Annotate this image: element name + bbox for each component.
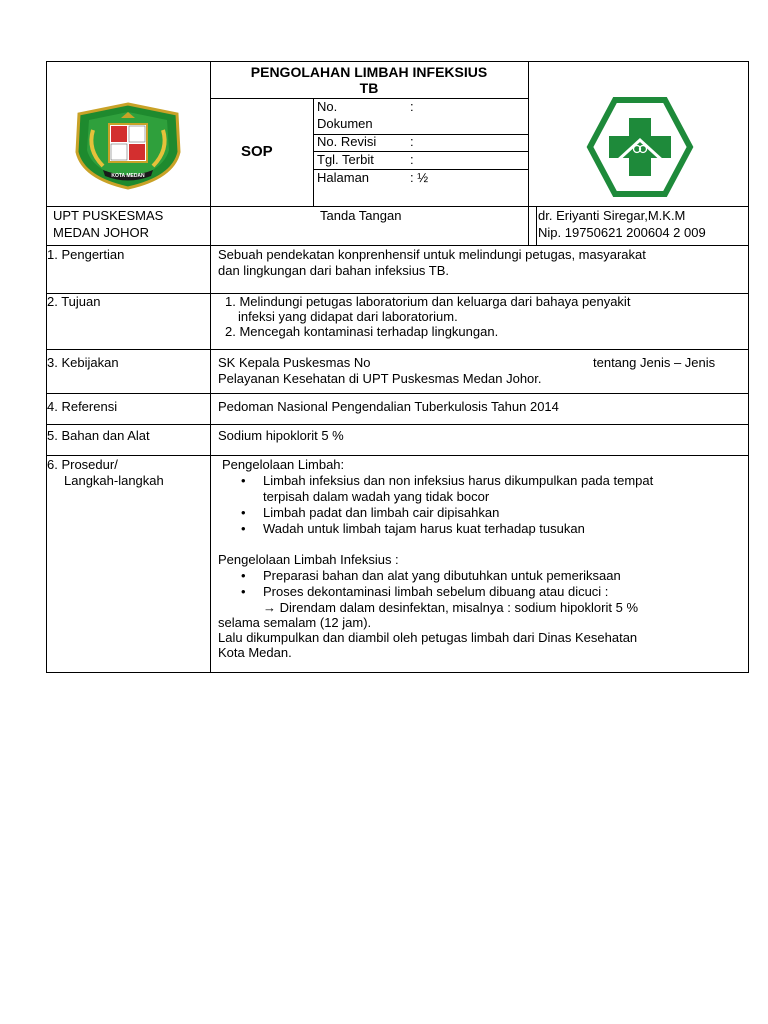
list-item: • Wadah untuk limbah tajam harus kuat terhadap tusukan (263, 521, 585, 537)
meta-label: No. (317, 99, 338, 114)
signer-name: dr. Eriyanti Siregar,M.K.M (538, 208, 686, 223)
org-name: MEDAN JOHOR (53, 225, 150, 240)
sop-label: SOP (241, 143, 273, 160)
procedure-heading: Pengelolaan Limbah: (222, 457, 345, 472)
list-item-continued: terpisah dalam wadah yang tidak bocor (263, 489, 490, 504)
list-item: • Preparasi bahan dan alat yang dibutuhkan untuk pemeriksaan (263, 568, 621, 584)
section-text: infeksi yang didapat dari laboratorium. (238, 309, 458, 324)
divider (313, 98, 314, 206)
meta-label: Dokumen (317, 116, 373, 131)
section-label: 2. Tujuan (47, 294, 101, 309)
sop-title (210, 64, 528, 96)
section-text: 1. Melindungi petugas laboratorium dan keluarga dari bahaya penyakit (225, 294, 631, 309)
list-item-continued: → Direndam dalam desinfektan, misalnya : sodium hipoklorit 5 % (263, 600, 639, 615)
meta-label: Halaman (317, 170, 370, 185)
list-item: • Limbah padat dan limbah cair dipisahkan (263, 505, 499, 521)
divider (47, 393, 749, 394)
section-text: Lalu dikumpulkan dan diambil oleh petugas limbah dari Dinas Kesehatan (218, 630, 638, 645)
kota-medan-emblem-icon (69, 100, 187, 190)
meta-label: Tgl. Terbit (317, 152, 374, 167)
section-text: tentang Jenis – Jenis (593, 355, 716, 370)
list-item: • Proses dekontaminasi limbah sebelum dibuang atau dicuci : (263, 584, 608, 600)
divider (536, 206, 537, 245)
meta-value: : (410, 134, 414, 149)
section-text: selama semalam (12 jam). (218, 615, 372, 630)
section-text: dan lingkungan dari bahan infeksius TB. (218, 263, 450, 278)
section-label: Langkah-langkah (64, 473, 164, 488)
divider (47, 349, 749, 350)
list-item: • Limbah infeksius dan non infeksius harus dikumpulkan pada tempat (263, 473, 653, 489)
divider (47, 424, 749, 425)
divider (47, 455, 749, 456)
signature-label: Tanda Tangan (320, 208, 402, 223)
section-text: SK Kepala Puskesmas No (218, 355, 371, 370)
sop-document (46, 61, 749, 673)
title-line: PENGOLAHAN LIMBAH INFEKSIUS (250, 64, 488, 80)
signer-nip: Nip. 19750621 200604 2 009 (538, 225, 706, 240)
section-label: 1. Pengertian (47, 247, 125, 262)
svg-text:KOTA MEDAN: KOTA MEDAN (111, 173, 145, 179)
section-label: 4. Referensi (47, 399, 118, 414)
procedure-heading: Pengelolaan Limbah Infeksius : (218, 552, 399, 567)
puskesmas-logo-icon (586, 96, 694, 198)
section-text: Pelayanan Kesehatan di UPT Puskesmas Medan Johor. (218, 371, 542, 386)
section-label: 5. Bahan dan Alat (47, 428, 150, 443)
org-name: UPT PUSKESMAS (53, 208, 164, 223)
divider (210, 98, 528, 99)
section-text: Kota Medan. (218, 645, 292, 660)
title-line: TB (359, 80, 379, 96)
divider (528, 62, 529, 245)
meta-value: : (410, 152, 414, 167)
section-label: 6. Prosedur/ (47, 457, 118, 472)
meta-value: : ½ (410, 170, 429, 185)
section-text: Pedoman Nasional Pengendalian Tuberkulosis Tahun 2014 (218, 399, 559, 414)
divider (47, 206, 749, 207)
section-text: Sodium hipoklorit 5 % (218, 428, 344, 443)
divider (210, 62, 211, 673)
meta-label: No. Revisi (317, 134, 377, 149)
section-label: 3. Kebijakan (47, 355, 119, 370)
meta-value: : (410, 99, 414, 114)
section-text: Sebuah pendekatan konprenhensif untuk melindungi petugas, masyarakat (218, 247, 646, 262)
section-text: 2. Mencegah kontaminasi terhadap lingkungan. (225, 324, 499, 339)
divider (47, 245, 749, 246)
